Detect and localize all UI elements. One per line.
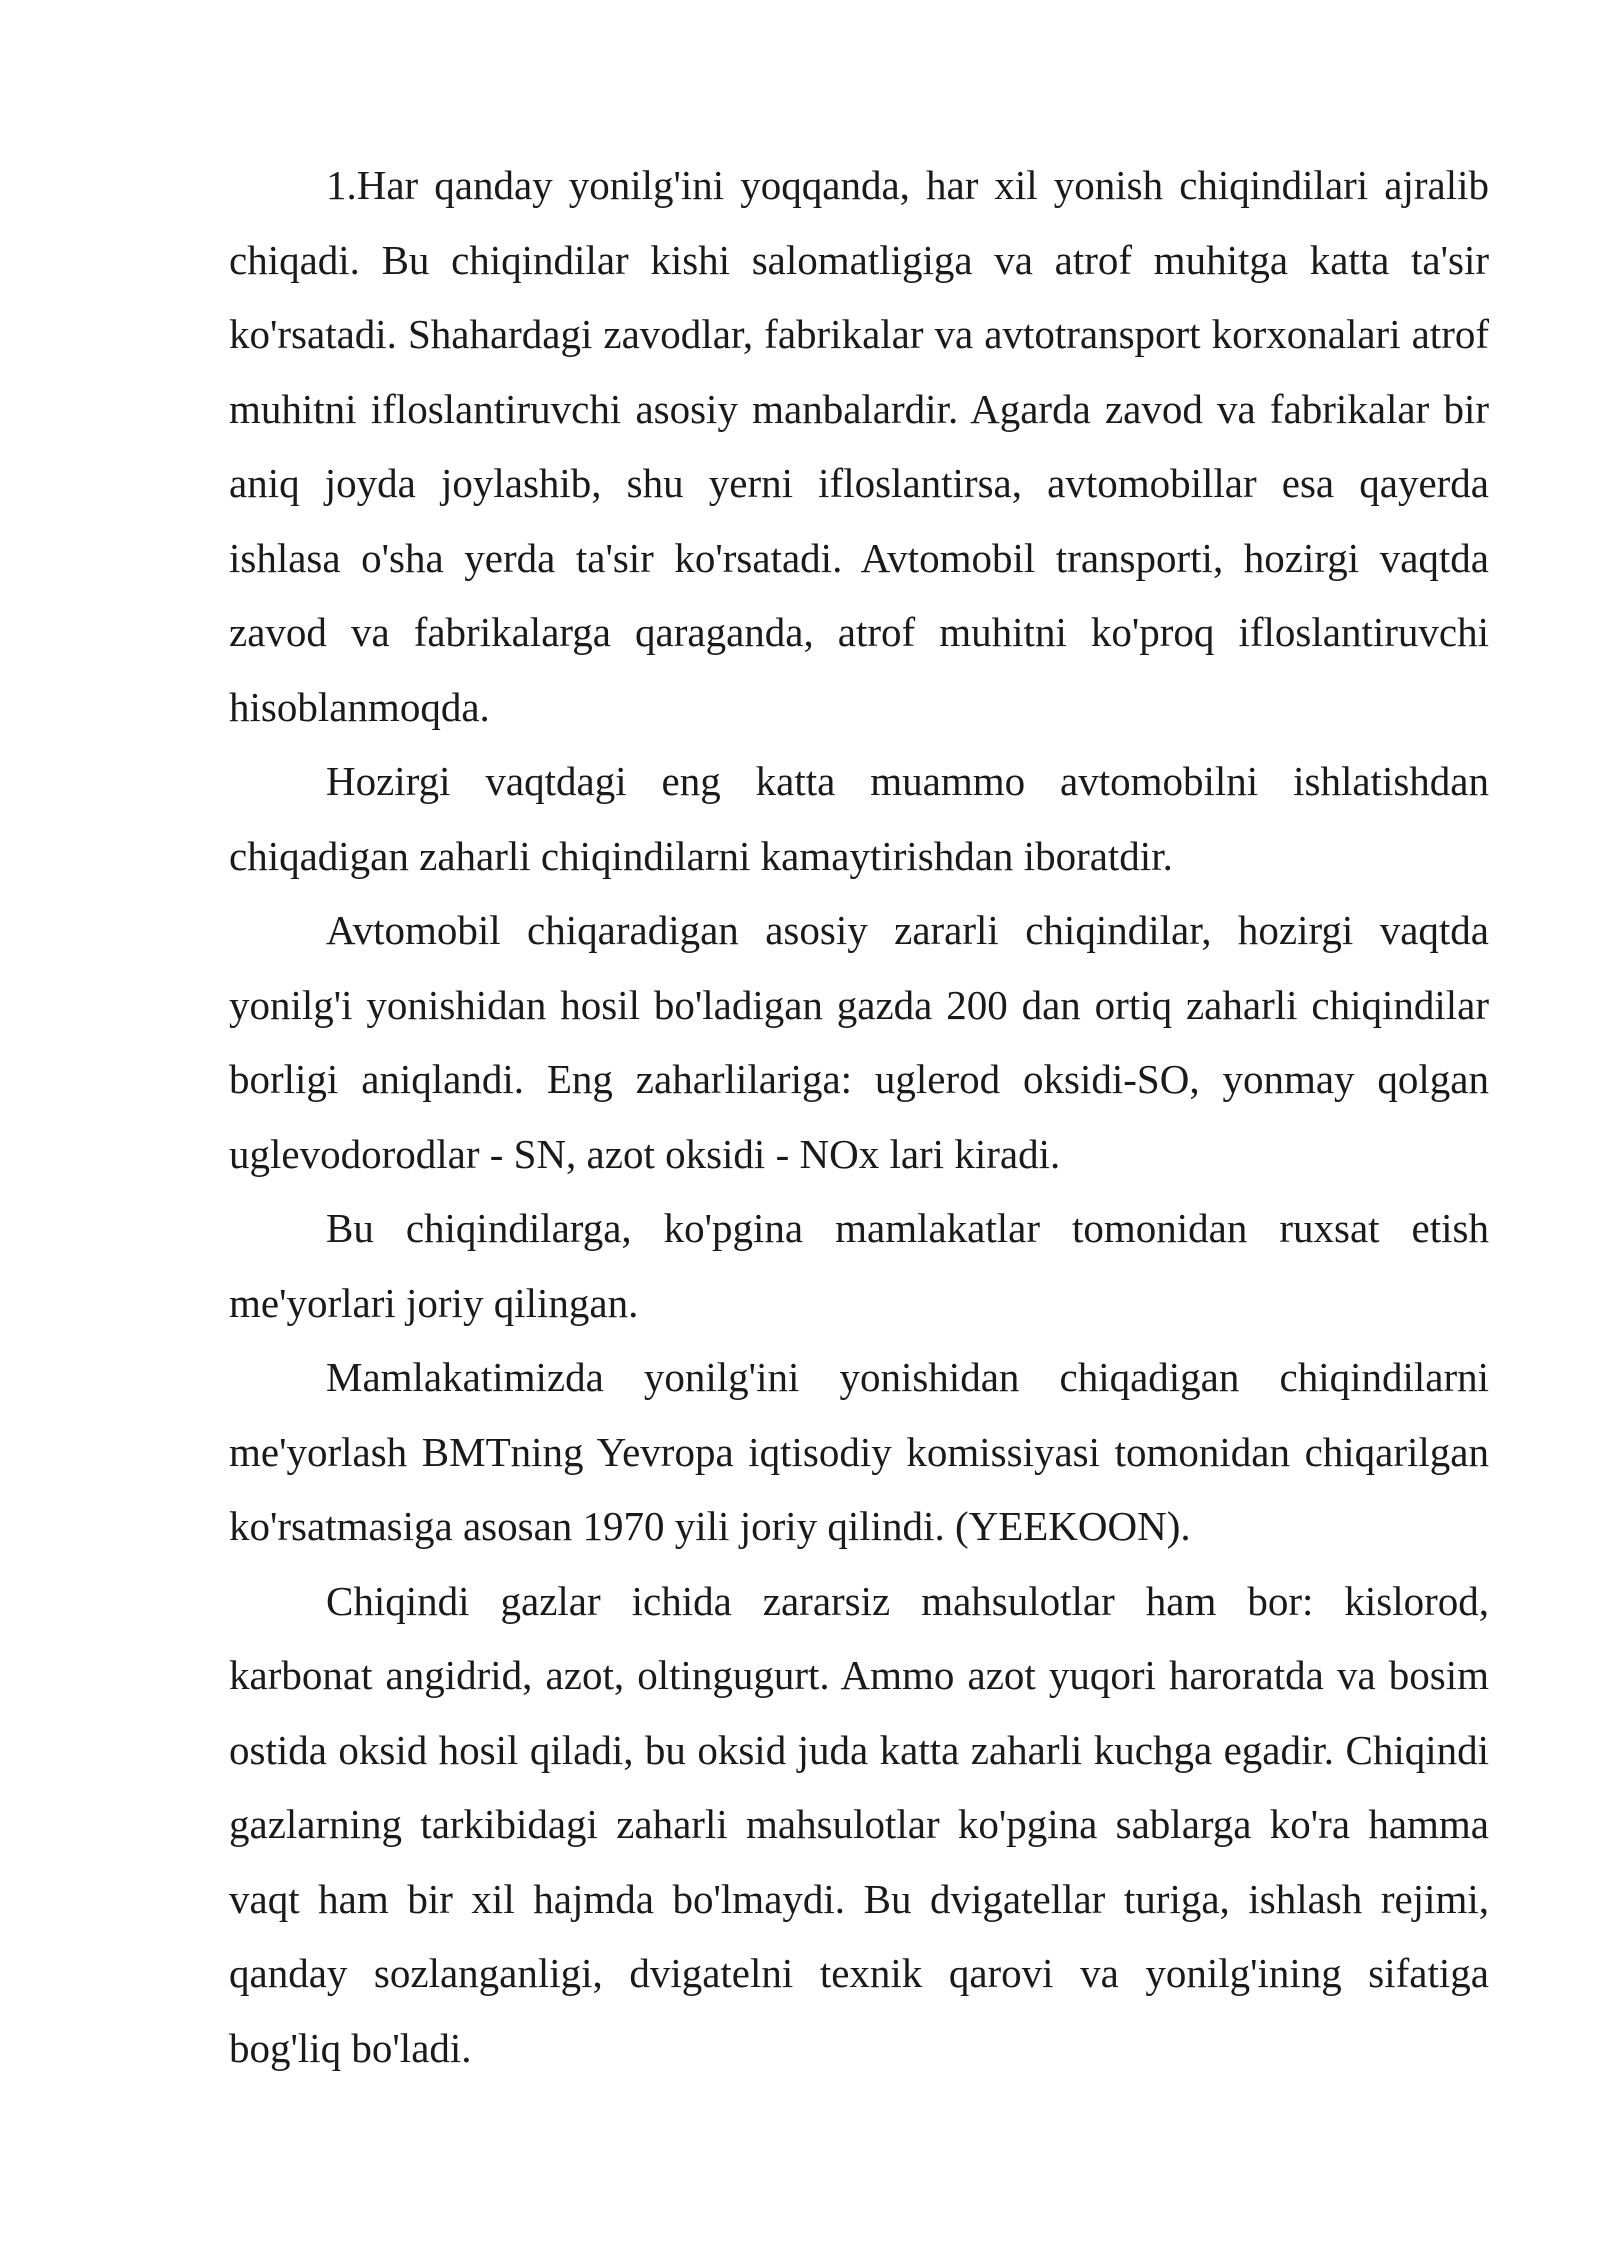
paragraph-3: Avtomobil chiqaradigan asosiy zararli chiqindilar, hozirgi vaqtda yonilg'i yonishidan hosil bo'ladigan gazda 200 dan ortiq zaharli chiqindilar borligi aniqlandi. Eng zaharlilariga: uglerod oksidi-SO, yonmay qolgan uglevodorodlar - SN, azot oksidi - NOx lari kiradi. [229, 907, 1489, 1177]
paragraph-2: Hozirgi vaqtdagi eng katta muammo avtomobilni ishlatishdan chiqadigan zaharli chiqindilarni kamaytirishdan iboratdir. [229, 758, 1489, 879]
paragraph-4: Bu chiqindilarga, ko'pgina mamlakatlar tomonidan ruxsat etish me'yorlari joriy qilingan. [229, 1205, 1489, 1326]
paragraph-5: Mamlakatimizda yonilg'ini yonishidan chiqadigan chiqindilarni me'yorlash BMTning Yevropa iqtisodiy komissiyasi tomonidan chiqarilgan ko'rsatmasiga asosan 1970 yili joriy qilindi. (YEEKOON). [229, 1354, 1489, 1549]
paragraph-6: Chiqindi gazlar ichida zararsiz mahsulotlar ham bor: kislorod, karbonat angidrid, azot, oltingugurt. Ammo azot yuqori haroratda va bosim ostida oksid hosil qiladi, bu oksid juda katta zaharli kuchga egadir. Chiqindi gazlarning tarkibidagi zaharli mahsulotlar ko'pgina sablarga ko'ra hamma vaqt ham bir xil hajmda bo'lmaydi. Bu dvigatellar turiga, ishlash rejimi, qanday sozlanganligi, dvigatelni texnik qarovi va yonilg'ining sifatiga bog'liq bo'ladi. [229, 1577, 1489, 2071]
document-page [229, 148, 1489, 2085]
paragraph-1: 1.Har qanday yonilg'ini yoqqanda, har xil yonish chiqindilari ajralib chiqadi. Bu chiqindilar kishi salomatligiga va atrof muhitga katta ta'sir ko'rsatadi. Shahardagi zavodlar, fabrikalar va avtotransport korxonalari atrof muhitni ifloslantiruvchi asosiy manbalardir. Agarda zavod va fabrikalar bir aniq joyda joylashib, shu yerni ifloslantirsa, avtomobillar esa qayerda ishlasa o'sha yerda ta'sir ko'rsatadi. Avtomobil transporti, hozirgi vaqtda zavod va fabrikalarga qaraganda, atrof muhitni ko'proq ifloslantiruvchi hisoblanmoqda. [229, 162, 1489, 730]
